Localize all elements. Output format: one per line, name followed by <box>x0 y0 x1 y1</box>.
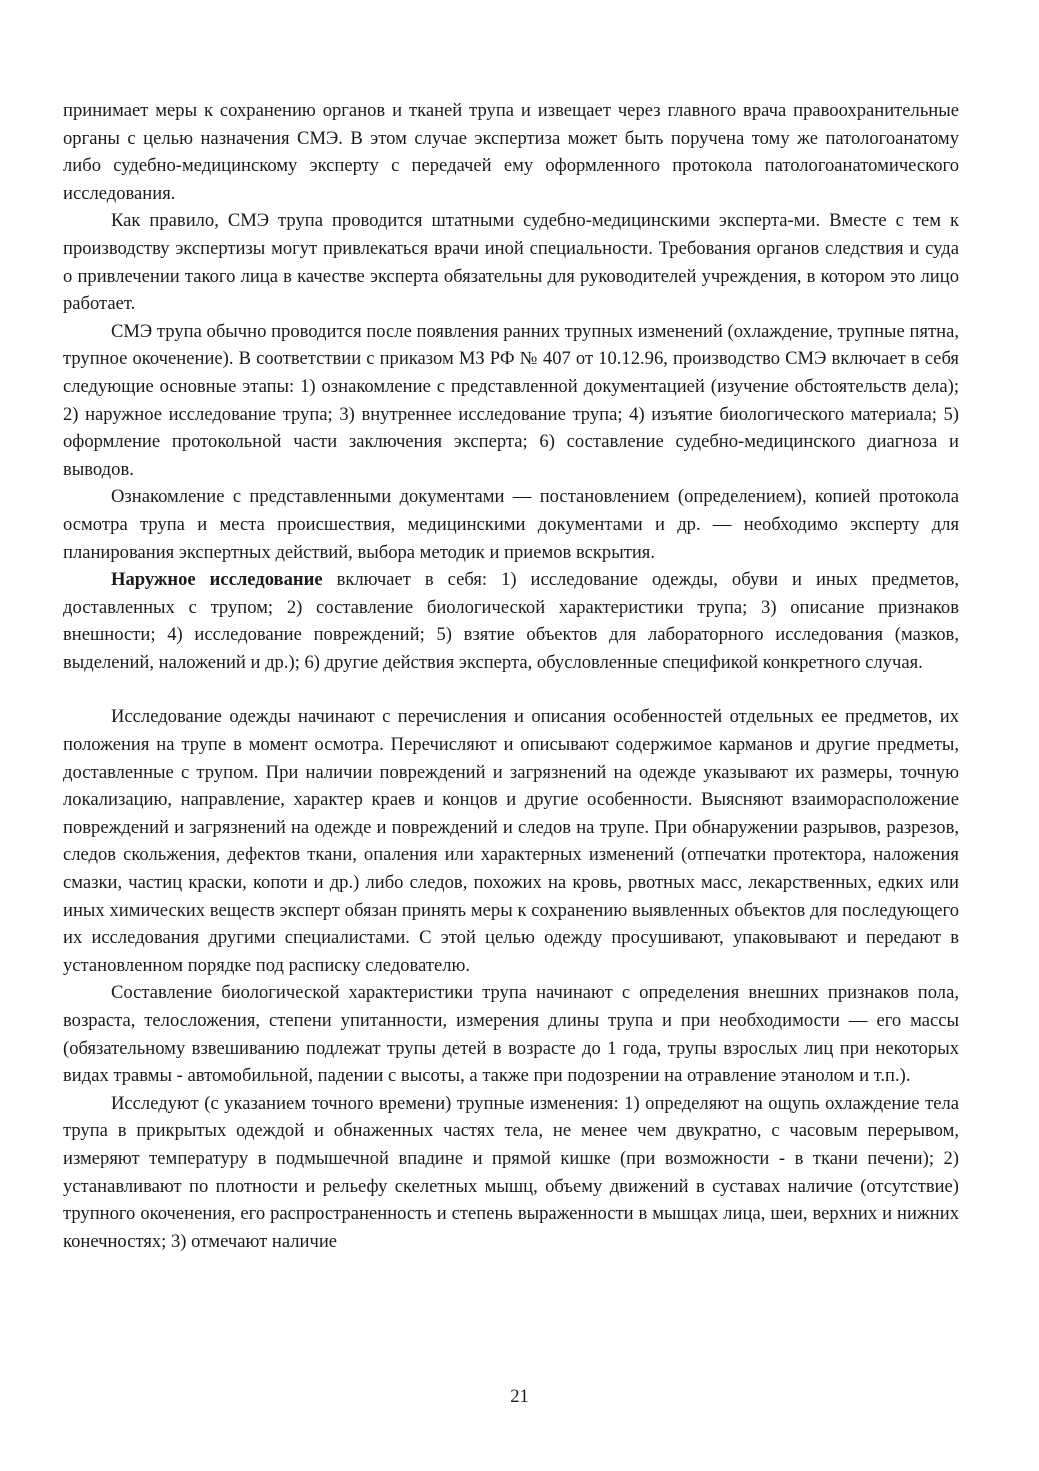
paragraph-8: Исследуют (с указанием точного времени) трупные изменения: 1) определяют на ощупь охлаждение тела трупа в прикрытых одеждой и обнаженных частях тела, не менее чем двукратно, с часовым перерывом, измеряют температуру в подмышечной впадине и прямой кишке (при возможности - в ткани печени); 2) устанавливают по плотности и рельефу скелетных мышц, объему движений в суставах наличие (отсутствие) трупного окоченения, его распространенность и степень выраженности в мышцах лица, шеи, верхних и нижних конечностях; 3) отмечают наличие <box>63 1092 959 1252</box>
document-body <box>63 97 959 1255</box>
paragraph-gap <box>63 676 959 703</box>
paragraph-6: Исследование одежды начинают с перечисления и описания особенностей отдельных ее предметов, их положения на трупе в момент осмотра. Перечисляют и описывают содержимое карманов и другие предметы, доставленные с трупом. При наличии повреждений и загрязнений на одежде указывают их размеры, точную локализацию, направление, характер краев и концов и другие особенности. Выясняют взаиморасположение повреждений и загрязнений на одежде и повреждений и следов на трупе. При обнаружении разрывов, разрезов, следов скольжения, дефектов ткани, опаления или характерных изменений (отпечатки протектора, наложения смазки, частиц краски, копоти и др.) либо следов, похожих на кровь, рвотных масс, лекарственных, едких или иных химических веществ эксперт обязан принять меры к сохранению выявленных объектов для последующего их исследования другими специалистами. С этой целью одежду просушивают, упаковывают и передают в установленном порядке под расписку следователю. <box>63 706 959 976</box>
paragraph-5 <box>63 566 959 676</box>
term-external-examination: Наружное исследование <box>111 569 323 591</box>
paragraph-7: Составление биологической характеристики трупа начинают с определения внешних признаков пола, возраста, телосложения, степени упитанности, измерения длины трупа и при необходимости — его массы (обязательному взвешиванию подлежат трупы детей в возрасте до 1 года, трупы взрослых лиц при некоторых видах травмы - автомобильной, падении с высоты, а также при подозрении на отравление этанолом и т.п.). <box>63 982 959 1087</box>
page-number: 21 <box>510 1386 529 1407</box>
paragraph-3: СМЭ трупа обычно проводится после появления ранних трупных изменений (охлаждение, трупные пятна, трупное окоченение). В соответствии с приказом МЗ РФ № 407 от 10.12.96, производство СМЭ включает в себя следующие основные этапы: 1) ознакомление с представленной документацией (изучение обстоятельств дела); 2) наружное исследование трупа; 3) внутреннее исследование трупа; 4) изъятие биологического материала; 5) оформление протокольной части заключения эксперта; 6) составление судебно-медицинского диагноза и выводов. <box>63 320 959 480</box>
paragraph-2: Как правило, СМЭ трупа проводится штатными судебно-медицинскими эксперта-ми. Вместе с тем к производству экспертизы могут привлекаться врачи иной специальности. Требования органов следствия и суда о привлечении такого лица в качестве эксперта обязательны для руководителей учреждения, в котором это лицо работает. <box>63 210 959 315</box>
paragraph-4: Ознакомление с представленными документами — постановлением (определением), копией протокола осмотра трупа и места происшествия, медицинскими документами и др. — необходимо эксперту для планирования экспертных действий, выбора методик и приемов вскрытия. <box>63 486 959 563</box>
paragraph-5-text: включает в себя: 1) исследование одежды, обуви и иных предметов, доставленных с трупом; 2) составление биологической характеристики трупа; 3) описание признаков внешности; 4) исследование повреждений; 5) взятие объектов для лабораторного исследования (мазков, выделений, наложений и др.); 6) другие действия эксперта, обусловленные спецификой конкретного случая. <box>63 569 959 673</box>
paragraph-1: принимает меры к сохранению органов и тканей трупа и извещает через главного врача правоохранительные органы с целью назначения СМЭ. В этом случае экспертиза может быть поручена тому же патологоанатому либо судебно-медицинскому эксперту с передачей ему оформленного протокола патологоанатомического исследования. <box>63 100 959 204</box>
